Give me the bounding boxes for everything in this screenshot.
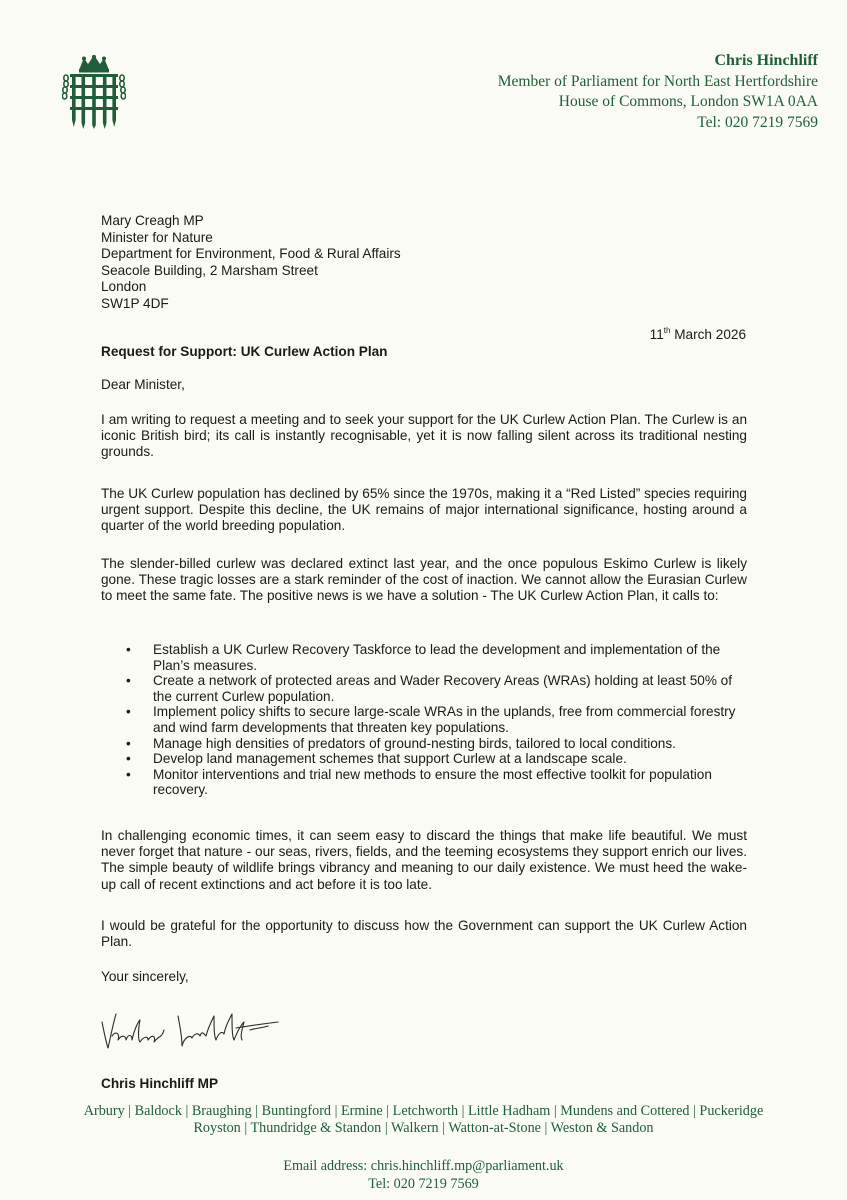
date-day: 11 — [649, 327, 664, 342]
recipient-line: Mary Creagh MP — [101, 213, 204, 228]
areas-line: Arbury | Baldock | Braughing | Buntingford | Ermine | Letchworth | Little Hadham | Mundens and Cottered | Puckeridge — [83, 1103, 764, 1119]
constituency-areas — [0, 1103, 847, 1136]
handwritten-signature — [98, 1000, 288, 1060]
areas-line: Royston | Thundridge & Standon | Walkern | Watton-at-Stone | Weston & Sandon — [193, 1119, 654, 1136]
list-item: • Develop land management schemes that support Curlew at a landscape scale. — [101, 751, 747, 767]
body-paragraph: The slender-billed curlew was declared extinct last year, and the once populous Eskimo Curlew is likely gone. These tragic losses are a stark reminder of the cost of inaction. We cannot allow the Eurasian Curlew to meet the same fate. The positive news is we have a solution - The UK Curlew Action Plan, it calls to: — [101, 556, 747, 604]
recipient-line: Minister for Nature — [101, 229, 213, 245]
mp-name: Chris Hinchliff — [714, 52, 818, 69]
closing: Your sincerely, — [101, 969, 189, 984]
footer-contact — [0, 1157, 847, 1193]
body-paragraph: I would be grateful for the opportunity to discuss how the Government can support the UK Curlew Action Plan. — [101, 918, 747, 950]
mp-tel: Tel: 020 7219 7569 — [697, 113, 818, 131]
body-paragraph: I am writing to request a meeting and to seek your support for the UK Curlew Action Plan. The Curlew is an iconic British bird; its call is instantly recognisable, yet it is now falling silent across its traditional nesting grounds. — [101, 412, 747, 460]
list-item: • Create a network of protected areas and Wader Recovery Areas (WRAs) holding at least 50% of the current Curlew population. — [101, 673, 747, 704]
signer-name: Chris Hinchliff MP — [101, 1076, 219, 1091]
list-item: • Manage high densities of predators of ground-nesting birds, tailored to local conditions. — [101, 736, 747, 752]
letterhead — [498, 51, 818, 133]
subject-line: Request for Support: UK Curlew Action Plan — [101, 344, 388, 359]
date-rest: March 2026 — [670, 327, 746, 342]
portcullis-logo-icon — [62, 55, 126, 129]
mp-role: Member of Parliament for North East Hertfordshire — [497, 72, 818, 90]
recipient-line: Seacole Building, 2 Marsham Street — [101, 262, 318, 278]
recipient-address — [101, 213, 401, 313]
letter-date — [650, 327, 746, 342]
list-item: • Implement policy shifts to secure large-scale WRAs in the uplands, free from commercial forestry and wind farm developments that threaten key populations. — [101, 704, 747, 735]
footer-email: Email address: chris.hinchliff.mp@parliament.uk — [283, 1158, 564, 1174]
mp-address: House of Commons, London SW1A 0AA — [558, 93, 818, 110]
body-paragraph: The UK Curlew population has declined by 65% since the 1970s, making it a “Red Listed” species requiring urgent support. Despite this decline, the UK remains of major international significance, hosting around a quarter of the world breeding population. — [101, 486, 747, 534]
date-suffix: th — [663, 326, 671, 335]
action-plan-list — [101, 642, 747, 798]
footer-tel: Tel: 020 7219 7569 — [368, 1176, 479, 1192]
list-item: • Establish a UK Curlew Recovery Taskforce to lead the development and implementation of the Plan’s measures. — [101, 642, 747, 673]
salutation: Dear Minister, — [101, 377, 185, 392]
list-item: • Monitor interventions and trial new methods to ensure the most effective toolkit for population recovery. — [101, 767, 747, 798]
recipient-line: SW1P 4DF — [101, 295, 169, 311]
recipient-line: Department for Environment, Food & Rural Affairs — [101, 246, 401, 262]
recipient-line: London — [101, 279, 147, 295]
body-paragraph: In challenging economic times, it can seem easy to discard the things that make life beautiful. We must never forget that nature - our seas, rivers, fields, and the teeming ecosystems they support enrich our lives. The simple beauty of wildlife brings vibrancy and meaning to our daily existence. We must heed the wake-up call of recent extinctions and act before it is too late. — [101, 828, 747, 892]
